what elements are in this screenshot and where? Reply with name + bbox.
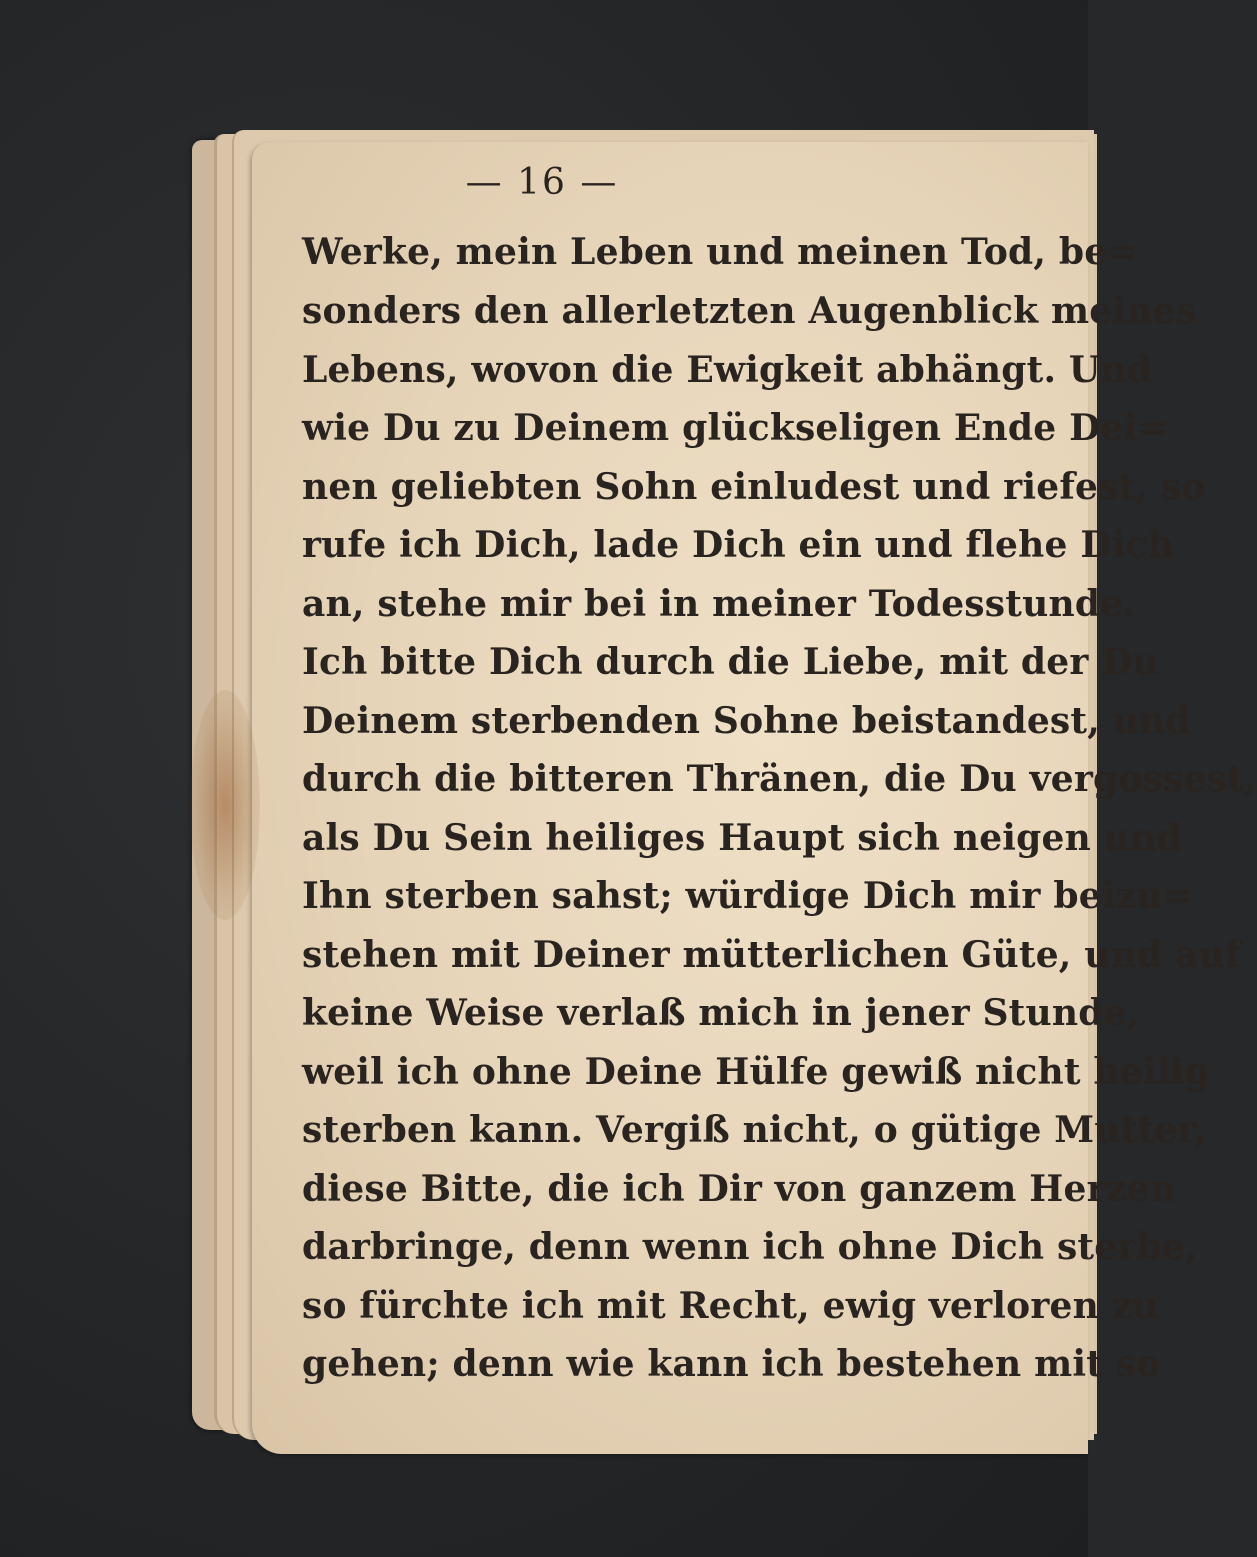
text-line: so fürchte ich mit Recht, ewig verloren zu bbox=[302, 1285, 1159, 1327]
text-line: rufe ich Dich, lade Dich ein und flehe Dich bbox=[302, 524, 1175, 566]
text-line: nen geliebten Sohn einludest und riefest, so bbox=[302, 466, 1206, 508]
text-line: sonders den allerletzten Augenblick meines bbox=[302, 290, 1197, 332]
text-line: gehen; denn wie kann ich bestehen mit so bbox=[302, 1343, 1161, 1385]
text-line: keine Weise verlaß mich in jener Stunde, bbox=[302, 992, 1140, 1034]
text-line: Werke, mein Leben und meinen Tod, be= bbox=[302, 231, 1138, 273]
text-line: weil ich ohne Deine Hülfe gewiß nicht heilig bbox=[302, 1051, 1210, 1093]
text-line: wie Du zu Deinem glückseligen Ende Dei= bbox=[302, 407, 1168, 449]
text-line: darbringe, denn wenn ich ohne Dich sterbe, bbox=[302, 1226, 1198, 1268]
text-line: an, stehe mir bei in meiner Todesstunde. bbox=[302, 583, 1137, 625]
text-line: sterben kann. Vergiß nicht, o gütige Mutter, bbox=[302, 1109, 1207, 1151]
text-line: Ihn sterben sahst; würdige Dich mir beizu= bbox=[302, 875, 1194, 917]
text-line: stehen mit Deiner mütterlichen Güte, und auf bbox=[302, 934, 1241, 976]
text-line: Deinem sterbenden Sohne beistandest, und bbox=[302, 700, 1191, 742]
page-stain bbox=[190, 690, 260, 920]
text-line: diese Bitte, die ich Dir von ganzem Herzen bbox=[302, 1168, 1176, 1210]
text-line: Lebens, wovon die Ewigkeit abhängt. Und bbox=[302, 349, 1153, 391]
text-line: durch die bitteren Thränen, die Du vergossest, bbox=[302, 758, 1257, 800]
page-number: — 16 — bbox=[465, 162, 619, 203]
text-line: Ich bitte Dich durch die Liebe, mit der Du bbox=[302, 641, 1160, 683]
text-line: als Du Sein heiliges Haupt sich neigen und bbox=[302, 817, 1182, 859]
